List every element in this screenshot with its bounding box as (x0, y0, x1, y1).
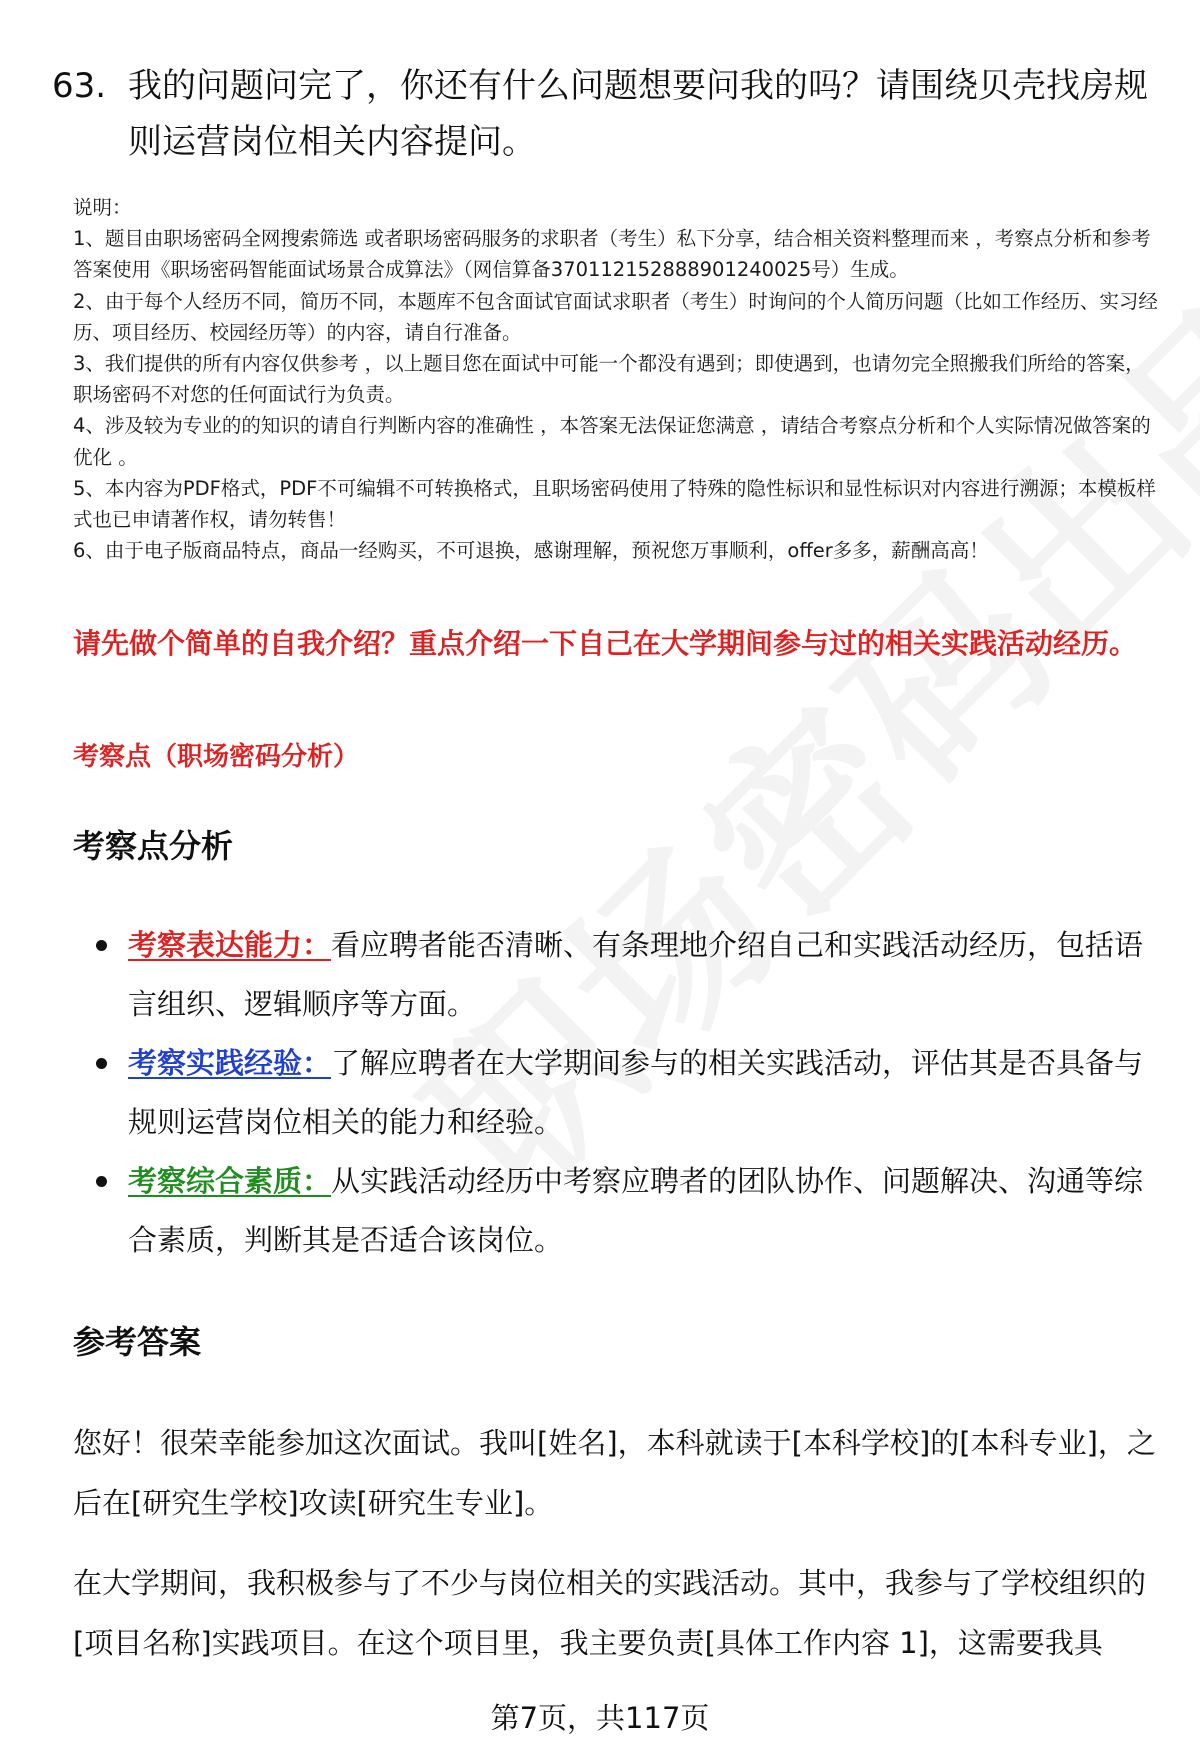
page-footer: 第7页，共117页 (490, 1701, 710, 1735)
answer-paragraph: 您好！很荣幸能参加这次面试。我叫[姓名]，本科就读于[本科学校]的[本科专业]，之后在[研究生学校]攻读[研究生专业]。 (73, 1426, 1156, 1520)
analysis-keyword: 考察表达能力： (128, 928, 332, 962)
bullet-icon (96, 1058, 107, 1069)
note-item: 6、由于电子版商品特点，商品一经购买，不可退换，感谢理解，预祝您万事顺利，offer多多，薪酬高高！ (73, 539, 989, 563)
analysis-heading: 考察点分析 (73, 827, 234, 865)
note-item: 1、题目由职场密码全网搜索筛选 或者职场密码服务的求职者（考生）私下分享，结合相关资料整理而来 ，考察点分析和参考答案使用《职场密码智能面试场景合成算法》（网信算备370112152888901240025号）生成。 (73, 227, 1151, 282)
note-item: 2、由于每个人经历不同，简历不同，本题库不包含面试官面试求职者（考生）时询问的个人简历问题（比如工作经历、实习经历、项目经历、校园经历等）的内容，请自行准备。 (73, 289, 1158, 344)
note-item: 5、本内容为PDF格式，PDF不可编辑不可转换格式，且职场密码使用了特殊的隐性标识和显性标识对内容进行溯源；本模板样式也已申请著作权，请勿转售！ (73, 476, 1156, 532)
note-item: 4、涉及较为专业的的知识的请自行判断内容的准确性 ，本答案无法保证您满意 ，请结合考察点分析和个人实际情况做答案的优化 。 (73, 414, 1151, 469)
disclaimer-notes (73, 192, 1163, 566)
analysis-keyword: 考察实践经验： (128, 1046, 332, 1080)
question-number: 63. (52, 66, 107, 106)
question-text: 我的问题问完了，你还有什么问题想要问我的吗？请围绕贝壳找房规则运营岗位相关内容提问。 (128, 66, 1148, 162)
analysis-text: 看应聘者能否清晰、有条理地介绍自己和实践活动经历，包括语言组织、逻辑顺序等方面。 (128, 928, 1144, 1021)
analysis-item (96, 1152, 1156, 1270)
answer-heading: 参考答案 (73, 1323, 202, 1361)
analysis-list (96, 916, 1156, 1270)
question-title (52, 58, 1152, 170)
analysis-item (96, 916, 1156, 1034)
note-item: 3、我们提供的所有内容仅供参考 ，以上题目您在面试中可能一个都没有遇到；即使遇到，也请勿完全照搬我们所给的答案，职场密码不对您的任何面试行为负责。 (73, 352, 1145, 407)
interview-question: 请先做个简单的自我介绍？重点介绍一下自己在大学期间参与过的相关实践活动经历。 (73, 627, 1138, 660)
analysis-text: 从实践活动经历中考察应聘者的团队协作、问题解决、沟通等综合素质，判断其是否适合该岗位。 (128, 1164, 1144, 1257)
notes-heading: 说明： (73, 196, 132, 219)
analysis-item (96, 1034, 1156, 1152)
bullet-icon (96, 1176, 107, 1187)
analysis-text: 了解应聘者在大学期间参与的相关实践活动，评估其是否具备与规则运营岗位相关的能力和经验。 (128, 1046, 1144, 1139)
answer-paragraph: 在大学期间，我积极参与了不少与岗位相关的实践活动。其中，我参与了学校组织的[项目名称]实践项目。在这个项目里，我主要负责[具体工作内容 1]，这需要我具 (73, 1566, 1147, 1660)
analysis-keyword: 考察综合素质： (128, 1164, 332, 1198)
bullet-icon (96, 940, 107, 951)
analysis-label: 考察点（职场密码分析） (73, 742, 360, 772)
